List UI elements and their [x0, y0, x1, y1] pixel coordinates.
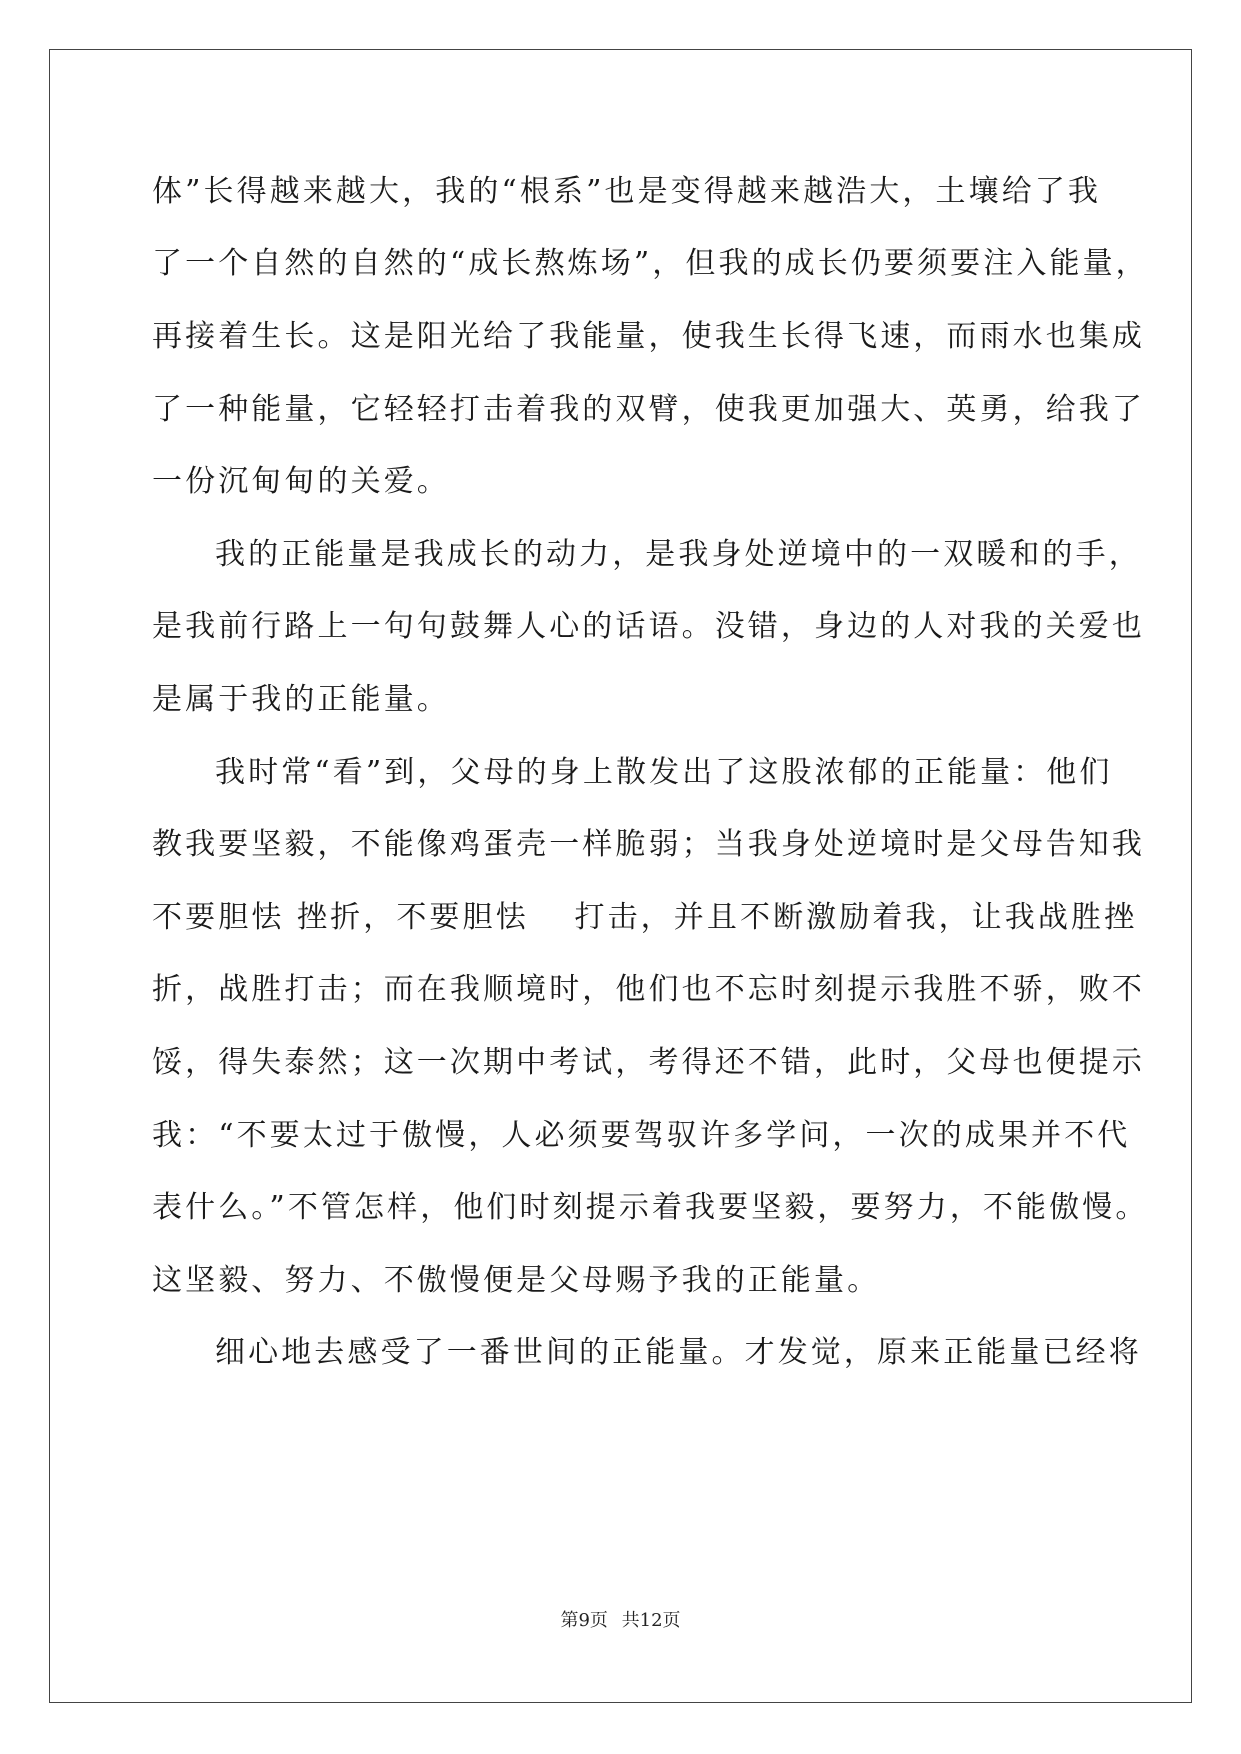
text-line: 再接着生长。这是阳光给了我能量，使我生长得飞速，而雨水也集成	[152, 319, 1145, 354]
page-total: 共12页	[621, 1610, 681, 1631]
text-line: 了一个自然的自然的“成长熬炼场”，但我的成长仍要须要注入能量，	[152, 246, 1149, 281]
text-line: 馁，得失泰然；这一次期中考试，考得还不错，此时，父母也便提示	[152, 1045, 1145, 1080]
paragraph-start-line: 细心地去感受了一番世间的正能量。才发觉，原来正能量已经将	[215, 1335, 1142, 1370]
text-line: 这坚毅、努力、不傲慢便是父母赐予我的正能量。	[152, 1263, 881, 1298]
text-line: 了一种能量，它轻轻打击着我的双臂，使我更加强大、英勇，给我了	[152, 392, 1145, 427]
text-line: 是属于我的正能量。	[152, 682, 450, 717]
text-line: 不要胆怯 挫折，不要胆怯 打击，并且不断激励着我，让我战胜挫	[152, 900, 1138, 935]
text-line: 表什么。”不管怎样，他们时刻提示着我要坚毅，要努力，不能傲慢。	[152, 1190, 1149, 1225]
text-line: 是我前行路上一句句鼓舞人心的话语。没错，身边的人对我的关爱也	[152, 609, 1145, 644]
paragraph-start-line: 我时常“看”到，父母的身上散发出了这股浓郁的正能量：他们	[215, 755, 1113, 790]
text-line: 教我要坚毅，不能像鸡蛋壳一样脆弱；当我身处逆境时是父母告知我	[152, 827, 1145, 862]
text-line: 体”长得越来越大，我的“根系”也是变得越来越浩大，土壤给了我	[152, 174, 1102, 209]
page-border	[49, 49, 1192, 1703]
paragraph-start-line: 我的正能量是我成长的动力，是我身处逆境中的一双暖和的手，	[215, 537, 1142, 572]
page-number: 第9页	[560, 1610, 608, 1631]
text-line: 一份沉甸甸的关爱。	[152, 464, 450, 499]
page-footer	[0, 1609, 1241, 1633]
text-line: 折，战胜打击；而在我顺境时，他们也不忘时刻提示我胜不骄，败不	[152, 972, 1145, 1007]
text-line: 我：“不要太过于傲慢，人必须要驾驭许多学问，一次的成果并不代	[152, 1118, 1131, 1153]
